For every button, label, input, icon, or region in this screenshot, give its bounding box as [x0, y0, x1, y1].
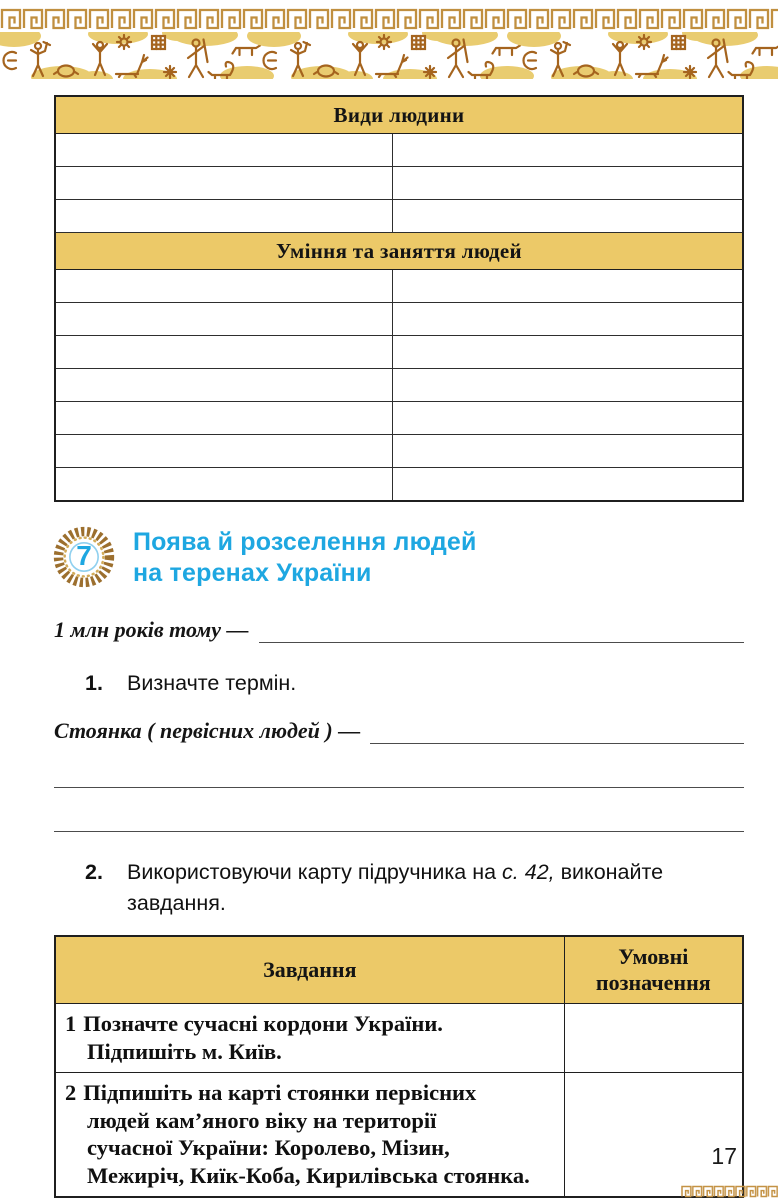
empty-write-in-cell[interactable] [55, 200, 392, 233]
task-item-2 [54, 857, 744, 919]
task-item-2-number: 2. [85, 860, 103, 884]
table-row [55, 402, 743, 435]
table-section-header: Уміння та заняття людей [55, 233, 743, 270]
write-in-line[interactable] [370, 721, 744, 744]
empty-write-in-cell[interactable] [392, 468, 743, 502]
empty-write-in-cell[interactable] [392, 336, 743, 369]
table-row [55, 336, 743, 369]
empty-write-in-cell[interactable] [392, 303, 743, 336]
task-text-line: Підпишіть м. Київ. [87, 1038, 282, 1064]
task-cell [55, 1004, 564, 1073]
symbol-write-in-cell[interactable] [564, 1004, 743, 1073]
page-content [54, 95, 744, 1198]
task-item-1 [54, 668, 744, 699]
table-row [55, 134, 743, 167]
section-number: 7 [76, 540, 92, 571]
empty-write-in-cell[interactable] [392, 134, 743, 167]
greek-key-bottom-border-icon [681, 1185, 778, 1198]
section-header [54, 524, 744, 590]
write-in-line[interactable] [54, 787, 744, 788]
write-in-line[interactable] [259, 620, 745, 643]
empty-write-in-cell[interactable] [55, 303, 392, 336]
map-table-header-tasks: Завдання [55, 936, 564, 1004]
table-row [55, 303, 743, 336]
table-row [55, 1073, 743, 1198]
table-row [55, 1004, 743, 1073]
definition-line-mln [54, 617, 744, 643]
task-text-line: Межиріч, Киїк-Коба, Кирилівська стоянка. [87, 1162, 530, 1188]
map-table-header-symbols: Умовні позначення [564, 936, 743, 1004]
empty-write-in-cell[interactable] [55, 134, 392, 167]
empty-write-in-cell[interactable] [55, 369, 392, 402]
empty-write-in-cell[interactable] [55, 435, 392, 468]
task-item-1-text: Визначте термін. [127, 671, 297, 695]
empty-write-in-cell[interactable] [55, 270, 392, 303]
task-item-2-text: Використовуючи карту підручника на с. 42, виконайте завдання. [127, 860, 664, 915]
map-table-body [55, 1004, 743, 1198]
species-skills-table [54, 95, 744, 502]
empty-write-in-cell[interactable] [392, 200, 743, 233]
empty-write-in-cell[interactable] [55, 468, 392, 502]
table-row [55, 270, 743, 303]
table-row [55, 369, 743, 402]
empty-write-in-cell[interactable] [55, 167, 392, 200]
page-number: 17 [711, 1143, 737, 1169]
task-number: 2 [65, 1080, 77, 1105]
empty-write-in-cell[interactable] [392, 402, 743, 435]
empty-write-in-cell[interactable] [392, 369, 743, 402]
rock-art-strip-icon [0, 32, 778, 79]
table-row [55, 200, 743, 233]
table-row [55, 167, 743, 200]
task-text-line: Позначте сучасні кордони України. [83, 1011, 443, 1036]
empty-write-in-cell[interactable] [392, 270, 743, 303]
empty-write-in-cell[interactable] [55, 402, 392, 435]
definition-line-stoyanka [54, 718, 744, 744]
symbol-write-in-cell[interactable] [564, 1073, 743, 1198]
stoyanka-label: Стоянка ( первісних людей ) — [54, 718, 361, 743]
task-number: 1 [65, 1011, 77, 1036]
table-section-header: Види людини [55, 96, 743, 134]
empty-write-in-cell[interactable] [392, 167, 743, 200]
greek-key-top-border-icon [0, 7, 778, 30]
section-title-line2: на теренах України [133, 559, 372, 587]
section-badge [51, 524, 117, 590]
empty-write-in-cell[interactable] [55, 336, 392, 369]
section-title [133, 524, 477, 589]
task-text-line: сучасної України: Королево, Мізин, [87, 1135, 450, 1160]
task-item-1-number: 1. [85, 671, 103, 695]
task-text-line: Підпишіть на карті стоянки первісних [83, 1080, 477, 1105]
table-row [55, 468, 743, 502]
mln-label: 1 млн років тому — [54, 617, 249, 642]
empty-write-in-cell[interactable] [392, 435, 743, 468]
section-title-line1: Поява й розселення людей [133, 528, 477, 556]
task-text-line: людей кам’яного віку на території [87, 1107, 437, 1133]
species-skills-table-body [55, 96, 743, 501]
map-tasks-table [54, 935, 744, 1198]
table-row [55, 435, 743, 468]
write-in-line[interactable] [54, 831, 744, 832]
task-cell [55, 1073, 564, 1198]
